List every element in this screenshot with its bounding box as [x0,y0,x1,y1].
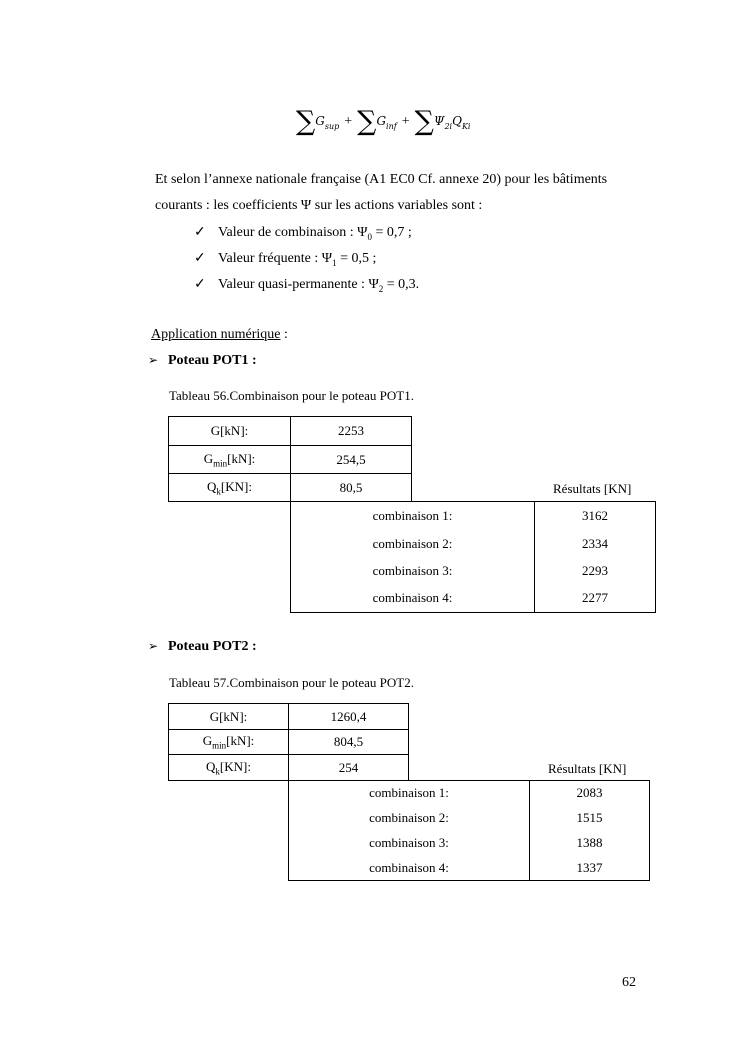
result-label: combinaison 3: [291,558,535,585]
label-text: G[kN]: [210,423,249,438]
result-label: combinaison 4: [289,856,530,881]
coefficient-sub: 1 [332,257,337,268]
input-label [169,755,289,781]
input-label [169,704,289,730]
result-value: 3162 [535,502,656,530]
result-label: combinaison 4: [291,585,535,613]
plus-sign: + [344,114,353,129]
table-row [289,806,650,831]
label-sub: min [212,740,227,751]
q-symbol: Q [452,114,462,128]
pot2-results-table [288,780,650,881]
label-rest: [kN]: [226,733,255,749]
pot2-heading-text: Poteau POT2 : [168,639,257,654]
coefficient-item-0 [194,224,412,242]
q-subscript: Ki [461,122,471,131]
coefficient-value: = 0,3. [383,277,420,292]
psi-subscript: 2i [444,122,453,131]
result-label: combinaison 2: [289,806,530,831]
result-value: 2277 [535,585,656,613]
result-value: 2293 [535,558,656,585]
coefficient-label: Valeur quasi-permanente : Ψ [218,277,379,292]
table-row [291,558,656,585]
table-row [169,755,409,781]
application-heading [151,322,288,348]
coefficient-sub: 2 [378,283,384,294]
result-value: 1388 [530,831,650,856]
result-label: combinaison 1: [291,502,535,530]
label-rest: [KN]: [219,758,251,774]
result-label: combinaison 1: [289,781,530,806]
input-value: 804,5 [289,730,409,755]
input-label [169,474,291,502]
psi-symbol: Ψ [433,114,445,128]
sup-subscript: sup [324,122,340,131]
coefficient-label: Valeur fréquente : Ψ [218,251,333,266]
table-row [169,474,412,502]
result-label: combinaison 2: [291,530,535,558]
input-value: 80,5 [291,474,412,502]
label-text: Q [206,758,216,774]
label-sub: k [216,486,221,497]
pot1-heading [148,353,257,369]
g-inf-symbol: G [376,114,387,128]
inf-subscript: inf [386,122,397,131]
pot1-input-table [168,416,412,502]
coefficient-value: = 0,5 ; [336,251,377,266]
table-row [289,781,650,806]
intro-paragraph [155,167,607,219]
input-label [169,417,291,446]
coefficient-label: Valeur de combinaison : Ψ [218,225,368,240]
sum-symbol: ∑ [357,106,377,137]
label-sub: min [213,458,228,469]
input-value: 2253 [291,417,412,446]
label-sub: k [215,766,220,777]
input-label [169,446,291,474]
g-sup-symbol: G [315,114,325,128]
table-row [169,446,412,474]
coefficient-item-1 [194,250,376,268]
result-value: 2083 [530,781,650,806]
sum-symbol: ∑ [296,106,316,137]
pot2-results-header: Résultats [KN] [548,761,627,776]
table-row [291,502,656,530]
result-value: 2334 [535,530,656,558]
label-text: G [202,733,213,749]
table-row [289,831,650,856]
pot1-caption: Tableau 56.Combinaison pour le poteau POT1. [169,388,414,403]
label-text: Q [207,478,217,494]
intro-line-1: Et selon l’annexe nationale française (A1 EC0 Cf. annexe 20) pour les bâtiments [155,172,608,187]
coefficient-item-2 [194,276,419,294]
page-number: 62 [622,975,636,990]
input-value: 254,5 [291,446,412,474]
pot2-heading [148,639,257,655]
coefficient-value: = 0,7 ; [372,225,412,240]
application-label: Application numérique [151,327,281,342]
application-suffix: : [280,327,288,342]
table-row [169,730,409,755]
pot2-input-table [168,703,409,781]
label-text: G [203,450,214,466]
input-label [169,730,289,755]
result-value: 1515 [530,806,650,831]
table-row [291,585,656,613]
result-label: combinaison 3: [289,831,530,856]
table-row [169,704,409,730]
arrow-bullet-icon: ➢ [148,353,159,367]
label-rest: [kN]: [227,450,256,466]
pot1-results-header: Résultats [KN] [553,481,632,496]
label-text: G[kN]: [209,708,248,724]
table-row [289,856,650,881]
checkmark-icon: ✓ [194,277,206,292]
arrow-bullet-icon: ➢ [148,639,159,653]
label-rest: [KN]: [220,478,252,494]
sum-symbol: ∑ [414,106,434,137]
coefficient-sub: 0 [367,231,373,242]
pot1-results-table [290,501,656,613]
result-value: 1337 [530,856,650,881]
input-value: 1260,4 [289,704,409,730]
input-value: 254 [289,755,409,781]
combination-formula [296,106,470,137]
checkmark-icon: ✓ [194,225,206,240]
intro-line-2: courants : les coefficients Ψ sur les actions variables sont : [155,198,483,213]
checkmark-icon: ✓ [194,251,206,266]
pot2-caption: Tableau 57.Combinaison pour le poteau POT2. [169,675,414,690]
table-row [291,530,656,558]
table-row [169,417,412,446]
plus-sign: + [401,114,410,129]
pot1-heading-text: Poteau POT1 : [168,353,257,368]
